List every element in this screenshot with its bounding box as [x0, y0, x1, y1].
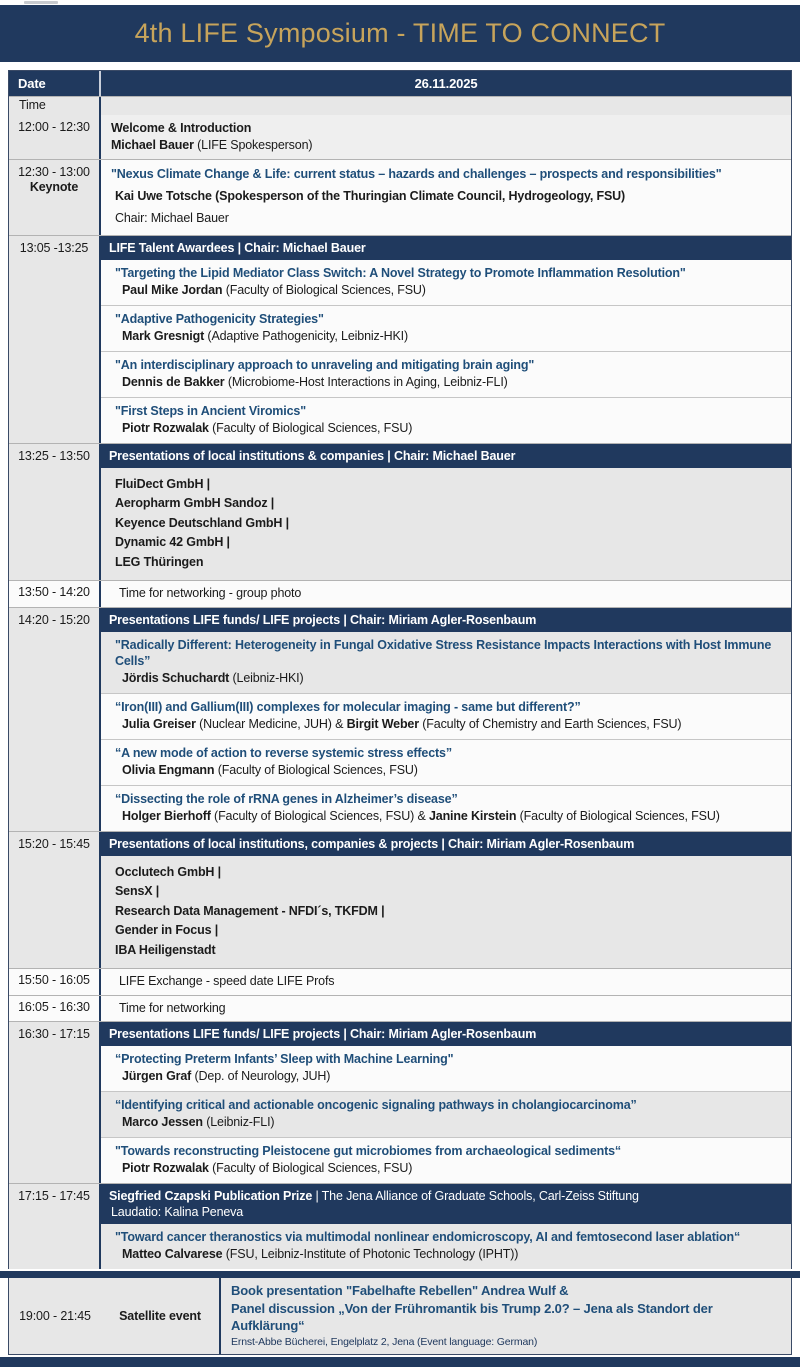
speaker-line — [115, 1160, 783, 1177]
companies-list — [101, 856, 791, 968]
section-header — [101, 832, 791, 856]
time-cell — [9, 160, 99, 235]
talk-title: "Radically Different: Heterogeneity in Fungal Oxidative Stress Resistance Impacts Interactions with Host Immune Cells” — [115, 637, 772, 669]
talk-block — [101, 351, 791, 397]
talk-block — [101, 397, 791, 443]
regular-text: (Faculty of Biological Sciences, FSU) — [208, 420, 413, 435]
regular-text: (LIFE Spokesperson) — [193, 137, 313, 152]
talk-title: "Toward cancer theranostics via multimodal nonlinear endomicroscopy, AI and femtosecond laser ablation“ — [115, 1230, 741, 1245]
section-header-line2: Laudatio: Kalina Peneva — [111, 1205, 244, 1220]
section-header — [101, 1184, 791, 1224]
talk-title: "Targeting the Lipid Mediator Class Switch: A Novel Strategy to Promote Inflammation Resolution" — [115, 266, 686, 280]
talk-block — [101, 1091, 791, 1137]
schedule-table — [8, 70, 792, 1269]
time-cell — [9, 115, 99, 159]
speaker-line — [115, 1246, 783, 1263]
title-banner — [0, 5, 800, 62]
schedule-row — [9, 607, 791, 832]
speaker-line — [115, 716, 783, 733]
talk-block — [101, 1137, 791, 1183]
content-cell — [99, 832, 791, 968]
speaker-line — [115, 328, 783, 345]
content-cell — [99, 160, 791, 235]
bold-text: Jördis Schuchardt — [122, 670, 230, 685]
speaker-line — [115, 670, 783, 687]
satellite-event-row — [8, 1278, 792, 1355]
content-cell — [99, 236, 791, 443]
talk-block — [101, 1224, 791, 1269]
speaker-line — [115, 1114, 783, 1131]
time-label-row — [9, 96, 791, 115]
talk-block — [101, 632, 791, 694]
content-cell — [99, 1184, 791, 1269]
spacer — [0, 62, 800, 70]
schedule-row — [9, 1021, 791, 1183]
bold-text: Kai Uwe Totsche (Spokesperson of the Thuringian Climate Council, Hydrogeology, FSU) — [115, 189, 626, 203]
bold-text: Welcome & Introduction — [111, 121, 252, 135]
bold-text: Olivia Engmann — [122, 762, 215, 777]
regular-text: (Faculty of Biological Sciences, FSU) — [516, 808, 720, 823]
bottom-bar — [0, 1357, 800, 1367]
company-item: Keyence Deutschland GmbH | — [115, 515, 289, 530]
top-edge-artifact — [0, 0, 800, 5]
talk-title-text: "Nexus Climate Change & Life: current status – hazards and challenges – prospects and responsibilities" — [111, 167, 722, 181]
schedule-row — [9, 443, 791, 580]
talk-title: "Towards reconstructing Pleistocene gut microbiomes from archaeological sediments“ — [115, 1144, 622, 1159]
session-text-line — [111, 210, 783, 227]
section-header — [101, 444, 791, 468]
talk-title: “Iron(III) and Gallium(III) complexes for molecular imaging - same but different?” — [115, 700, 581, 715]
speaker-line — [115, 762, 783, 779]
time-range: 15:50 - 16:05 — [18, 973, 90, 988]
session-title-line — [111, 166, 783, 183]
company-item: Aeropharm GmbH Sandoz | — [115, 496, 275, 511]
regular-text: (Faculty of Chemistry and Earth Sciences, FSU) — [418, 716, 682, 731]
talk-block — [101, 739, 791, 785]
time-cell — [9, 996, 99, 1022]
time-cell — [9, 608, 99, 832]
company-item: LEG Thüringen — [115, 554, 204, 569]
company-item: SensX | — [115, 884, 160, 899]
time-range: 12:30 - 13:00 — [18, 165, 90, 179]
regular-text: Chair: Michael Bauer — [115, 211, 229, 225]
company-item: IBA Heiligenstadt — [115, 942, 216, 957]
talk-block — [101, 693, 791, 739]
talk-title: “Dissecting the role of rRNA genes in Alzheimer’s disease” — [115, 792, 458, 807]
time-label: Time — [9, 97, 99, 115]
date-label: Date — [18, 76, 46, 91]
bold-text: Presentations of local institutions, companies & projects | Chair: Miriam Agler-Rosenbaum — [109, 837, 635, 852]
speaker-line — [115, 808, 783, 825]
time-range: 13:05 -13:25 — [19, 241, 89, 255]
plain-text: Time for networking — [119, 1000, 226, 1015]
session-text-line — [111, 120, 783, 137]
bold-text: Marco Jessen — [122, 1114, 203, 1129]
plain-text: Time for networking - group photo — [119, 586, 302, 601]
content-cell — [99, 115, 791, 159]
bold-text: Matteo Calvarese — [122, 1246, 223, 1261]
time-range: 14:20 - 15:20 — [18, 612, 90, 627]
time-cell — [9, 236, 99, 443]
content-cell — [99, 996, 791, 1022]
regular-text: | The Jena Alliance of Graduate Schools, Carl-Zeiss Stiftung — [312, 1189, 639, 1204]
company-item: Gender in Focus | — [115, 923, 219, 938]
talk-block — [101, 305, 791, 351]
time-range: 16:30 - 17:15 — [18, 1027, 90, 1042]
schedule-row — [9, 235, 791, 443]
plain-text: LIFE Exchange - speed date LIFE Profs — [119, 974, 335, 989]
schedule-row — [9, 831, 791, 968]
bold-text: Mark Gresnigt — [122, 328, 205, 343]
time-cell — [9, 444, 99, 580]
schedule-row — [9, 995, 791, 1022]
talk-block — [101, 1046, 791, 1091]
satellite-label: Satellite event — [119, 1308, 201, 1323]
bold-text: LIFE Talent Awardees | Chair: Michael Bauer — [109, 241, 366, 255]
regular-text: (Faculty of Biological Sciences, FSU) — [222, 282, 426, 297]
bold-text: Piotr Rozwalak — [122, 1160, 209, 1175]
bold-text: Holger Bierhoff — [122, 808, 211, 823]
talk-title: "An interdisciplinary approach to unraveling and mitigating brain aging" — [115, 358, 535, 372]
regular-text: (FSU, Leibniz-Institute of Photonic Technology (IPHT)) — [222, 1246, 519, 1261]
time-label-content — [99, 97, 791, 115]
date-value: 26.11.2025 — [99, 71, 791, 96]
time-range: 16:05 - 16:30 — [18, 999, 90, 1014]
bold-text: Janine Kirstein — [428, 808, 517, 823]
section-header — [101, 1022, 791, 1046]
schedule-row — [9, 968, 791, 995]
regular-text: (Microbiome-Host Interactions in Aging, Leibniz-FLI) — [224, 374, 508, 389]
schedule-row — [9, 159, 791, 235]
talk-title: “Protecting Preterm Infants’ Sleep with Machine Learning" — [115, 1052, 454, 1067]
bold-text: Michael Bauer — [111, 137, 194, 152]
regular-text: (Nuclear Medicine, JUH) & — [195, 716, 347, 731]
company-item: Research Data Management - NFDI´s, TKFDM | — [115, 903, 385, 918]
talk-title: "Adaptive Pathogenicity Strategies" — [115, 312, 324, 326]
time-cell — [9, 832, 99, 968]
speaker-line — [115, 374, 783, 391]
time-cell — [9, 969, 99, 995]
session-text-line — [111, 188, 783, 205]
bold-text: Jürgen Graf — [122, 1068, 192, 1083]
satellite-time: 19:00 - 21:45 — [19, 1308, 91, 1323]
company-item: Dynamic 42 GmbH | — [115, 535, 230, 550]
satellite-content — [219, 1278, 791, 1354]
content-cell — [99, 608, 791, 832]
schedule-row — [9, 580, 791, 607]
satellite-title-line: Panel discussion „Von der Frühromantik bis Trump 2.0? – Jena als Standort der Aufklärung“ — [231, 1300, 713, 1334]
regular-text: (Faculty of Biological Sciences, FSU) & — [210, 808, 429, 823]
bold-text: Birgit Weber — [346, 716, 419, 731]
talk-title: “A new mode of action to reverse systemic stress effects” — [115, 746, 452, 761]
satellite-title-line: Book presentation "Fabelhafte Rebellen" Andrea Wulf & — [231, 1283, 569, 1299]
simple-block — [101, 115, 791, 159]
time-range: 13:25 - 13:50 — [18, 449, 90, 463]
bold-text: Piotr Rozwalak — [122, 420, 209, 435]
regular-text: (Leibniz-FLI) — [202, 1114, 275, 1129]
talk-title: “Identifying critical and actionable oncogenic signaling pathways in cholangiocarcinoma” — [115, 1098, 637, 1113]
speaker-line — [115, 282, 783, 299]
bold-text: Paul Mike Jordan — [122, 282, 223, 297]
talk-block — [101, 260, 791, 305]
regular-text: (Dep. of Neurology, JUH) — [191, 1068, 331, 1083]
companies-list — [101, 468, 791, 580]
content-cell — [99, 581, 791, 607]
section-divider-bar — [0, 1271, 800, 1278]
keynote-block — [101, 160, 791, 235]
time-range: 17:15 - 17:45 — [18, 1189, 90, 1204]
section-header — [101, 608, 791, 632]
schedule-row — [9, 1183, 791, 1269]
time-tag: Keynote — [29, 180, 79, 194]
bold-text: Siegfried Czapski Publication Prize — [109, 1189, 313, 1204]
time-cell — [9, 581, 99, 607]
date-header-row — [9, 71, 791, 96]
regular-text: (Faculty of Biological Sciences, FSU) — [214, 762, 418, 777]
schedule-row — [9, 115, 791, 159]
cropped-logo-remnant — [24, 1, 58, 4]
company-item: Occlutech GmbH | — [115, 865, 221, 880]
bold-text: Dennis de Bakker — [122, 374, 225, 389]
time-range: 12:00 - 12:30 — [18, 120, 90, 134]
company-item: FluiDect GmbH | — [115, 477, 211, 491]
time-cell — [9, 1022, 99, 1183]
bold-text: Presentations LIFE funds/ LIFE projects | Chair: Miriam Agler-Rosenbaum — [109, 1027, 537, 1042]
session-text-line — [111, 137, 783, 154]
speaker-line — [115, 420, 783, 437]
content-cell — [99, 969, 791, 995]
regular-text: (Leibniz-HKI) — [229, 670, 304, 685]
speaker-line — [115, 1068, 783, 1085]
bold-text: Presentations of local institutions & companies | Chair: Michael Bauer — [109, 449, 516, 463]
page-title: 4th LIFE Symposium - TIME TO CONNECT — [134, 18, 666, 48]
satellite-venue-note: Ernst-Abbe Bücherei, Engelplatz 2, Jena (Event language: German) — [231, 1335, 538, 1348]
section-header — [101, 236, 791, 260]
bold-text: Julia Greiser — [122, 716, 196, 731]
time-cell — [9, 1184, 99, 1269]
bold-text: Presentations LIFE funds/ LIFE projects | Chair: Miriam Agler-Rosenbaum — [109, 612, 537, 627]
regular-text: (Faculty of Biological Sciences, FSU) — [208, 1160, 413, 1175]
time-range: 13:50 - 14:20 — [18, 585, 90, 600]
talk-title: "First Steps in Ancient Viromics" — [115, 404, 306, 418]
content-cell — [99, 444, 791, 580]
content-cell — [99, 1022, 791, 1183]
talk-block — [101, 785, 791, 831]
regular-text: (Adaptive Pathogenicity, Leibniz-HKI) — [204, 328, 409, 343]
time-range: 15:20 - 15:45 — [18, 837, 90, 852]
